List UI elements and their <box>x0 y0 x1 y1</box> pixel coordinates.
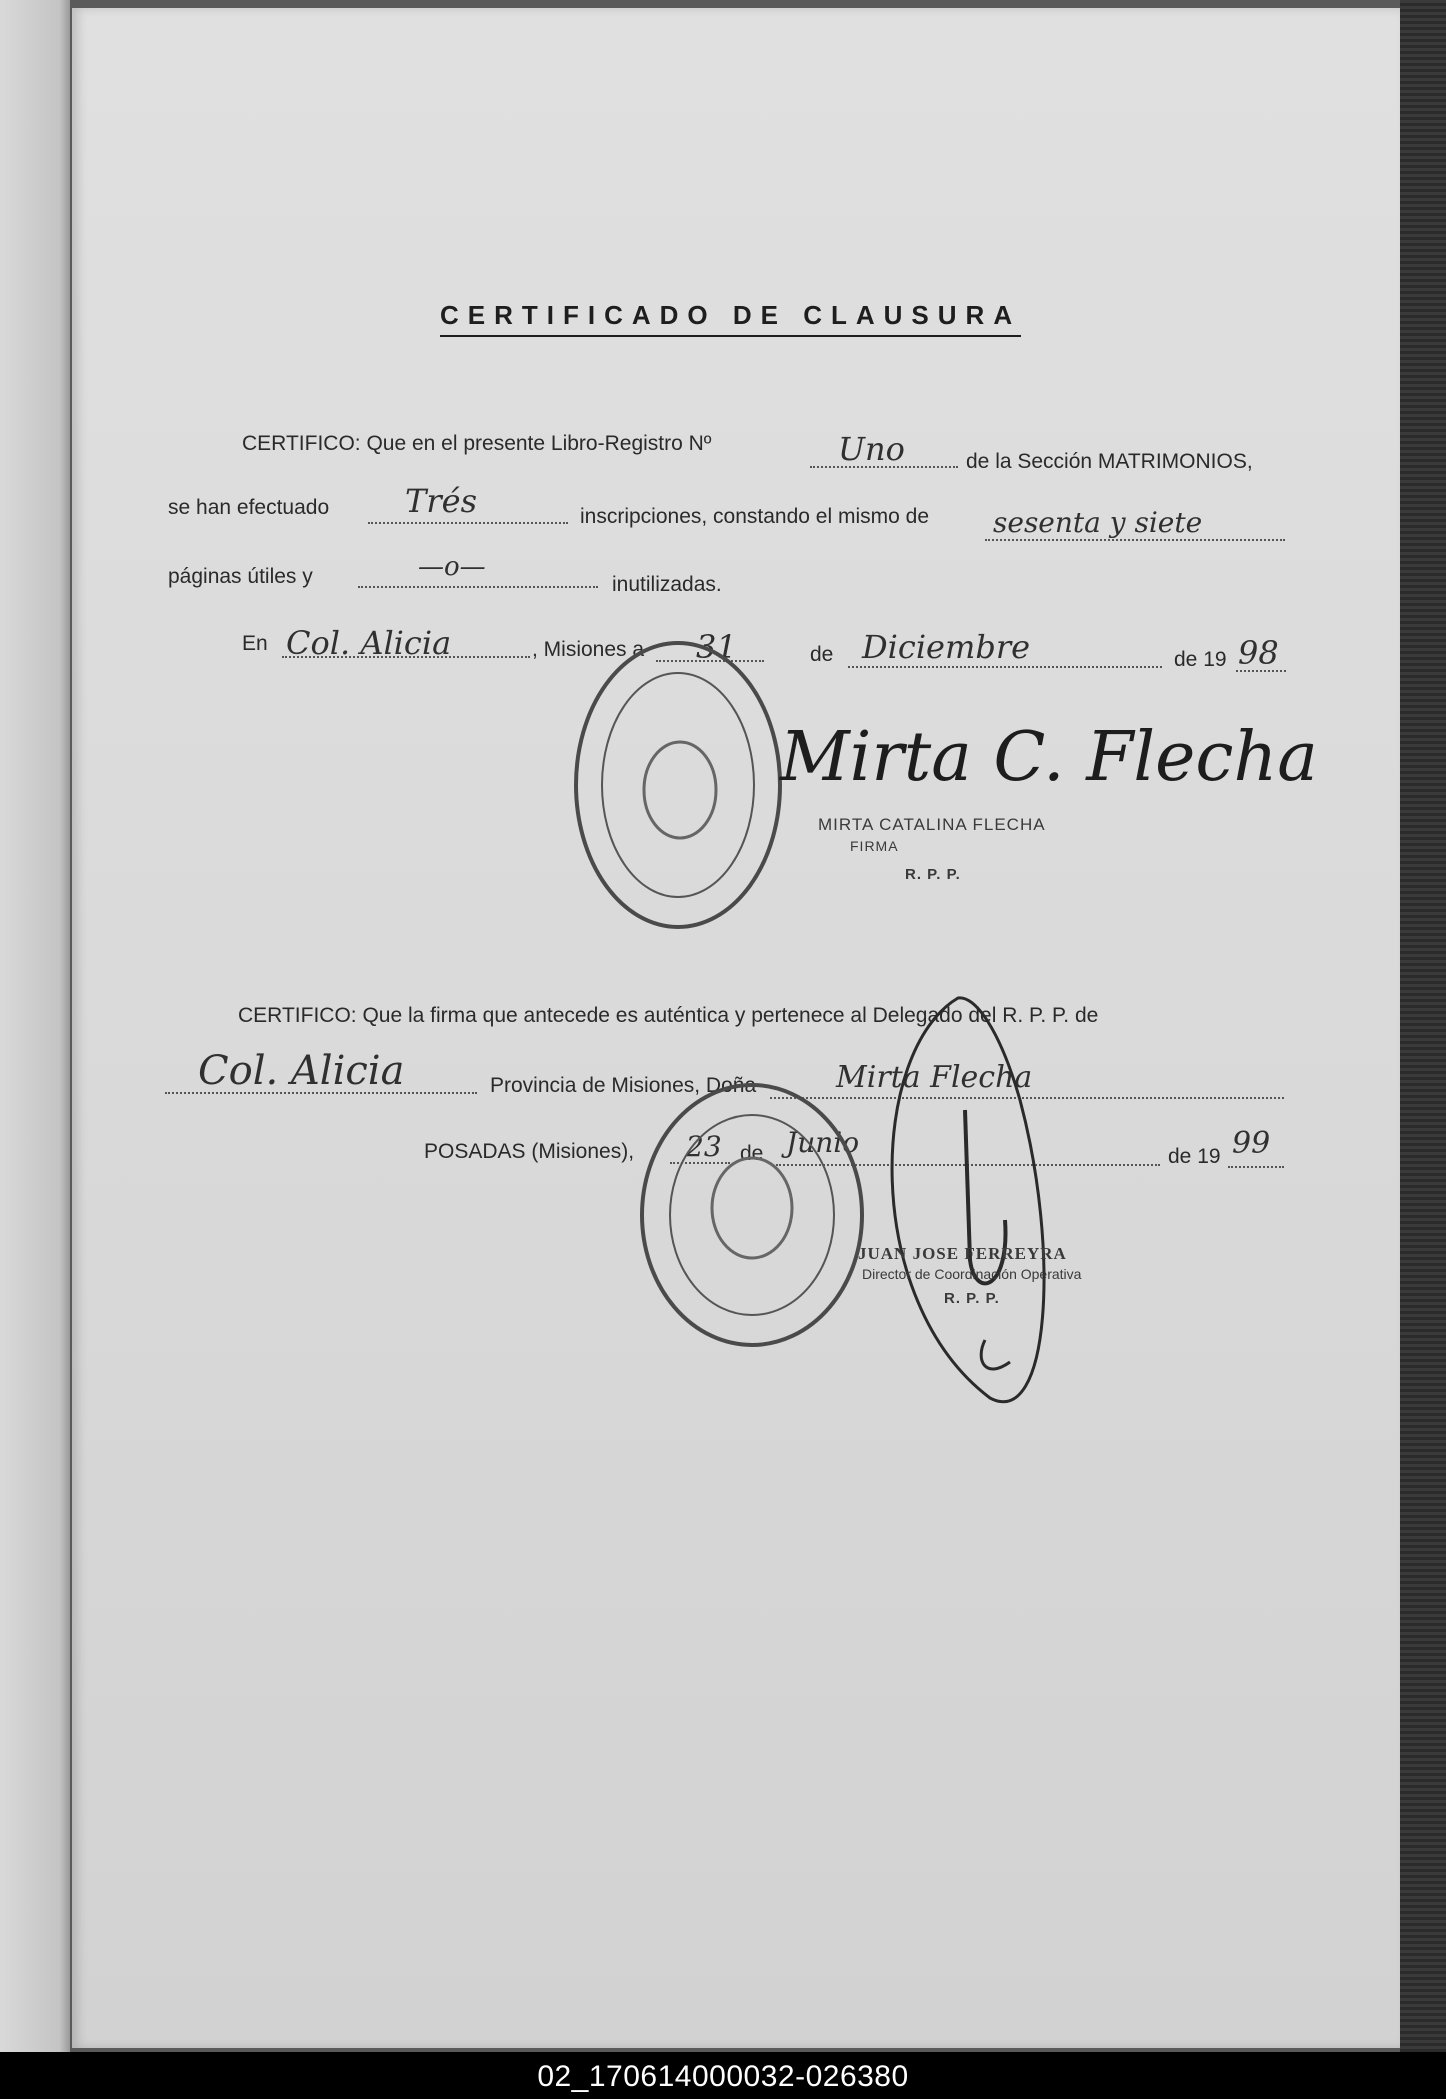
month1-handwritten: Diciembre <box>862 628 1031 666</box>
book-number-handwritten: Uno <box>838 430 905 468</box>
year2-prefix: de 19 <box>1168 1145 1221 1168</box>
year1-suffix-handwritten: 98 <box>1238 634 1279 672</box>
signatory-2-role: Director de Coordinación Operativa <box>862 1266 1082 1282</box>
section-label: de la Sección MATRIMONIOS, <box>966 450 1253 473</box>
document-title: CERTIFICADO DE CLAUSURA <box>440 300 1021 337</box>
para1-line3-end: inutilizadas. <box>612 573 722 596</box>
pages-useful-handwritten: sesenta y siete <box>993 506 1203 539</box>
signatory-1-role: FIRMA <box>850 838 899 854</box>
para1-line3-lead: páginas útiles y <box>168 565 313 588</box>
signatory-1-name: MIRTA CATALINA FLECHA <box>818 815 1046 834</box>
year2-suffix-handwritten: 99 <box>1232 1126 1271 1161</box>
signatory-1-office: R. P. P. <box>905 866 961 883</box>
day2-handwritten: 23 <box>686 1130 722 1163</box>
para2-lead: CERTIFICO: Que la firma que antecede es auténtica y pertenece al Delegado del R. P. P. de <box>238 1004 1099 1027</box>
signature-1-handwritten: Mirta C. Flecha <box>780 718 1318 797</box>
year1-prefix: de 19 <box>1174 648 1227 671</box>
pages-void-handwritten: —o— <box>418 552 486 582</box>
inscriptions-handwritten: Trés <box>405 482 477 520</box>
de2-label: de <box>740 1142 764 1165</box>
para1-line2-mid: inscripciones, constando el mismo de <box>580 505 930 528</box>
province-label: Provincia de Misiones, Doña <box>490 1074 757 1097</box>
para1-line2-lead: se han efectuado <box>168 496 330 519</box>
para1-lead: CERTIFICO: Que en el presente Libro-Registro Nº <box>242 432 712 455</box>
place1-handwritten: Col. Alicia <box>286 624 452 662</box>
place2-handwritten: Col. Alicia <box>198 1048 405 1094</box>
day1-handwritten: 31 <box>696 628 737 666</box>
posadas-label: POSADAS (Misiones), <box>424 1140 635 1163</box>
de-label: de <box>810 643 834 666</box>
signatory-2-name: JUAN JOSE FERREYRA <box>858 1244 1067 1263</box>
misiones-label: , Misiones a <box>532 638 645 661</box>
en-label: En <box>242 632 268 655</box>
month2-handwritten: Junio <box>786 1126 860 1159</box>
person-handwritten: Mirta Flecha <box>836 1060 1033 1095</box>
document-code: 02_170614000032-026380 <box>537 2060 909 2093</box>
signatory-2-office: R. P. P. <box>944 1290 1000 1307</box>
